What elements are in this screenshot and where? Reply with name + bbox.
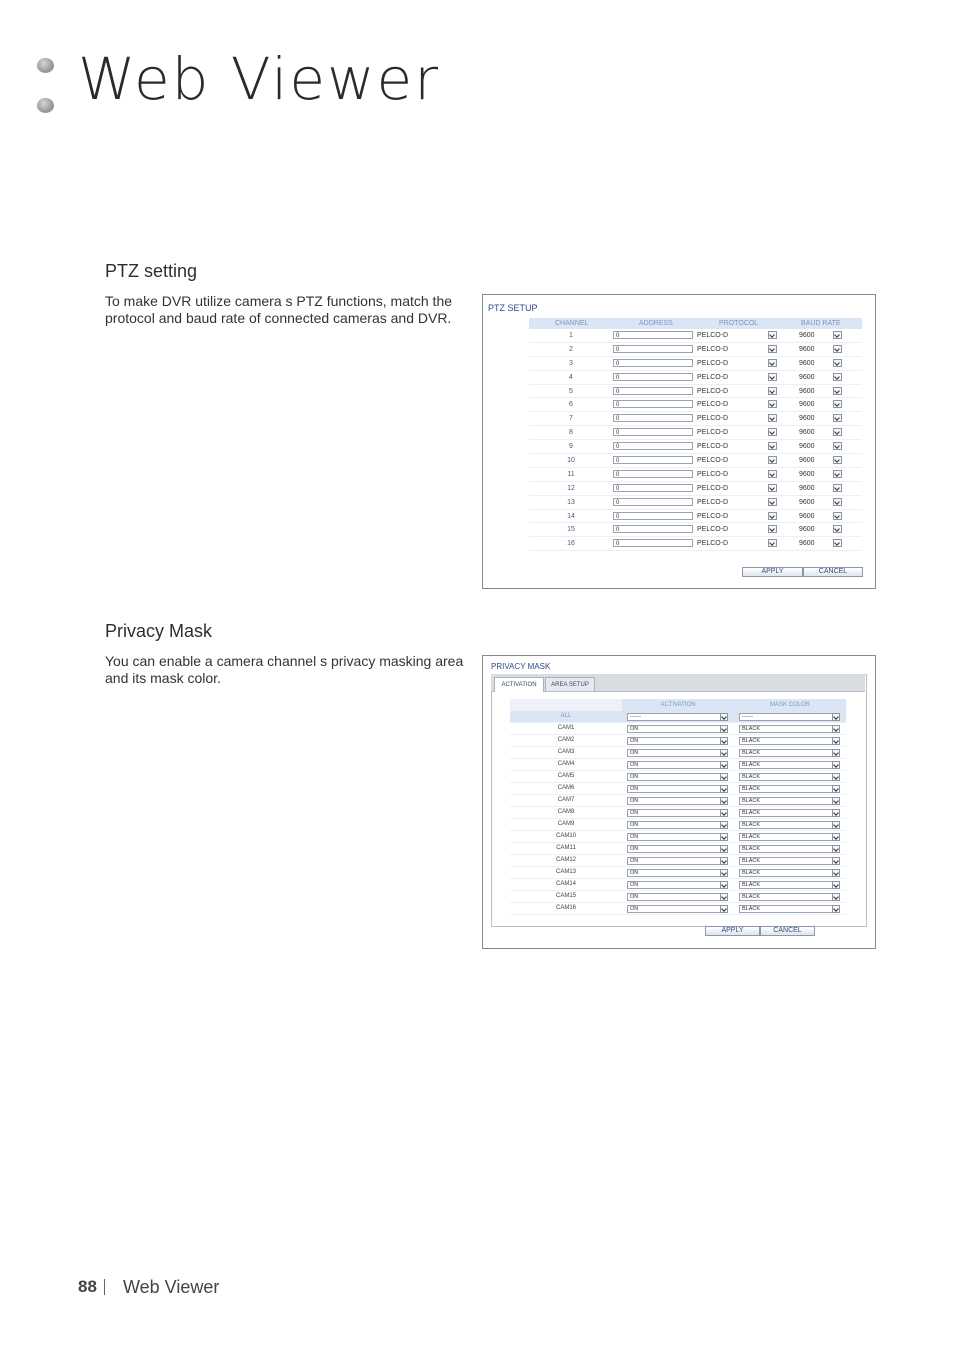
chevron-down-icon[interactable] xyxy=(833,387,842,395)
ptz-address-input[interactable]: 0 xyxy=(613,331,693,339)
ptz-address-input[interactable]: 0 xyxy=(613,414,693,422)
activation-value: ON xyxy=(630,822,639,828)
ptz-protocol-select[interactable]: PELCO-D xyxy=(697,332,729,339)
ptz-channel: 11 xyxy=(567,470,575,478)
ptz-col-protocol: PROTOCOL xyxy=(719,320,759,327)
ptz-protocol-select[interactable]: PELCO-D xyxy=(697,498,729,506)
privacy-row xyxy=(510,807,846,819)
chevron-down-icon[interactable] xyxy=(833,498,842,506)
ptz-baud-select[interactable]: 9600 xyxy=(799,498,815,506)
ptz-address-input[interactable]: 0 xyxy=(613,400,693,408)
chevron-down-icon xyxy=(720,749,728,757)
chevron-down-icon[interactable] xyxy=(833,512,842,520)
activation-select[interactable] xyxy=(627,845,728,853)
chevron-down-icon[interactable] xyxy=(768,442,777,450)
mask-color-select[interactable] xyxy=(739,737,840,745)
activation-select[interactable] xyxy=(627,809,728,817)
mask-color-value: BLACK xyxy=(742,774,761,780)
ptz-row xyxy=(529,343,862,357)
ptz-heading: PTZ setting xyxy=(105,261,198,281)
chevron-down-icon[interactable] xyxy=(833,484,842,492)
ptz-protocol-select[interactable]: PELCO-D xyxy=(697,401,729,409)
chevron-down-icon xyxy=(832,857,840,865)
ptz-protocol-select[interactable]: PELCO-D xyxy=(697,526,729,534)
privacy-row xyxy=(510,879,846,891)
ptz-description: To make DVR utilize camera s PTZ functions, match the protocol and baud rate of connected cameras and DVR. xyxy=(105,293,453,326)
privacy-cam-label: CAM2 xyxy=(557,737,575,743)
ptz-row xyxy=(529,510,862,524)
chevron-down-icon xyxy=(832,869,840,877)
privacy-cam-label: CAM16 xyxy=(555,905,576,911)
all-mask-color-select[interactable] xyxy=(739,713,840,721)
ptz-channel: 12 xyxy=(567,484,575,492)
privacy-row xyxy=(510,723,846,735)
ptz-row xyxy=(529,482,862,496)
ptz-baud-select[interactable]: 9600 xyxy=(799,512,815,520)
chevron-down-icon xyxy=(832,881,840,889)
privacy-row xyxy=(510,735,846,747)
privacy-cancel-button[interactable]: CANCEL xyxy=(760,926,815,936)
ptz-address-input[interactable]: 0 xyxy=(613,484,693,492)
chevron-down-icon xyxy=(720,821,728,829)
privacy-cam-label: CAM5 xyxy=(557,773,575,779)
ptz-baud-select[interactable]: 9600 xyxy=(799,429,815,437)
chevron-down-icon xyxy=(832,809,840,817)
privacy-row xyxy=(510,795,846,807)
mask-color-select[interactable] xyxy=(739,845,840,853)
chevron-down-icon[interactable] xyxy=(833,428,842,436)
activation-value: ON xyxy=(630,774,639,780)
privacy-cam-label: CAM15 xyxy=(555,893,576,899)
mask-color-value: BLACK xyxy=(742,726,761,732)
ptz-baud-select[interactable]: 9600 xyxy=(799,443,815,451)
chevron-down-icon xyxy=(720,893,728,901)
chevron-down-icon[interactable] xyxy=(833,359,842,367)
mask-color-value: BLACK xyxy=(742,798,761,804)
chevron-down-icon[interactable] xyxy=(768,373,777,381)
chevron-down-icon[interactable] xyxy=(833,539,842,547)
chevron-down-icon xyxy=(832,785,840,793)
chevron-down-icon xyxy=(720,773,728,781)
all-activation-select[interactable] xyxy=(627,713,728,721)
chevron-down-icon[interactable] xyxy=(833,525,842,533)
chevron-down-icon[interactable] xyxy=(768,400,777,408)
activation-select[interactable] xyxy=(627,773,728,781)
chevron-down-icon xyxy=(720,857,728,865)
mask-color-select[interactable] xyxy=(739,869,840,877)
ptz-row xyxy=(529,537,862,551)
privacy-description: You can enable a camera channel s privacy masking area and its mask color. xyxy=(105,653,464,686)
privacy-cam-label: CAM1 xyxy=(557,725,575,731)
privacy-col-activation: ACTIVATION xyxy=(622,699,734,711)
ptz-protocol-select[interactable]: PELCO-D xyxy=(697,429,729,437)
ptz-channel: 6 xyxy=(569,401,573,409)
privacy-row xyxy=(510,759,846,771)
ptz-address-input[interactable]: 0 xyxy=(613,359,693,367)
chevron-down-icon[interactable] xyxy=(833,331,842,339)
chevron-down-icon xyxy=(720,785,728,793)
ptz-address-input[interactable]: 0 xyxy=(613,442,693,450)
mask-color-select[interactable] xyxy=(739,821,840,829)
ptz-protocol-select[interactable]: PELCO-D xyxy=(697,415,729,423)
ptz-row xyxy=(529,496,862,510)
mask-color-value: BLACK xyxy=(742,822,761,828)
activation-value: ON xyxy=(630,726,639,732)
chevron-down-icon xyxy=(720,833,728,841)
tab-area-setup[interactable]: AREA SETUP xyxy=(545,677,595,691)
ptz-channel: 10 xyxy=(567,457,575,465)
chevron-down-icon xyxy=(720,905,728,913)
ptz-channel: 4 xyxy=(569,373,573,381)
privacy-rows xyxy=(510,723,846,915)
mask-color-select[interactable] xyxy=(739,797,840,805)
ptz-address-input[interactable]: 0 xyxy=(613,456,693,464)
activation-value: ON xyxy=(630,882,639,888)
chevron-down-icon[interactable] xyxy=(768,345,777,353)
mask-color-value: BLACK xyxy=(742,858,761,864)
ptz-col-channel: CHANNEL xyxy=(555,320,589,327)
mask-color-value: BLACK xyxy=(742,882,761,888)
mask-color-value: BLACK xyxy=(742,906,761,912)
mask-color-select[interactable] xyxy=(739,881,840,889)
title-bullet-bottom-icon xyxy=(37,98,54,113)
ptz-protocol-select[interactable]: PELCO-D xyxy=(697,345,729,353)
ptz-channel: 7 xyxy=(569,415,573,423)
ptz-panel-title: PTZ SETUP xyxy=(488,303,538,313)
ptz-table xyxy=(529,318,862,551)
ptz-baud-select[interactable]: 9600 xyxy=(799,470,815,478)
activation-select[interactable] xyxy=(627,881,728,889)
ptz-baud-select[interactable]: 9600 xyxy=(799,345,815,353)
activation-select[interactable] xyxy=(627,785,728,793)
privacy-row xyxy=(510,771,846,783)
chevron-down-icon[interactable] xyxy=(833,470,842,478)
ptz-channel: 8 xyxy=(569,429,573,437)
chevron-down-icon xyxy=(832,893,840,901)
mask-color-select[interactable] xyxy=(739,785,840,793)
ptz-row xyxy=(529,357,862,371)
activation-select[interactable] xyxy=(627,797,728,805)
activation-value: ON xyxy=(630,798,639,804)
activation-value: ON xyxy=(630,894,639,900)
privacy-row xyxy=(510,867,846,879)
activation-select[interactable] xyxy=(627,737,728,745)
ptz-protocol-select[interactable]: PELCO-D xyxy=(697,540,729,548)
footer-divider xyxy=(104,1279,105,1295)
footer-section-title: Web Viewer xyxy=(123,1277,220,1297)
activation-value: ON xyxy=(630,738,639,744)
ptz-protocol-select[interactable]: PELCO-D xyxy=(697,512,729,520)
ptz-row xyxy=(529,426,862,440)
ptz-baud-select[interactable]: 9600 xyxy=(799,373,815,381)
ptz-baud-select[interactable]: 9600 xyxy=(799,484,815,492)
mask-color-select[interactable] xyxy=(739,761,840,769)
ptz-row xyxy=(529,371,862,385)
mask-color-select[interactable] xyxy=(739,833,840,841)
privacy-all-row xyxy=(510,711,846,723)
privacy-row xyxy=(510,891,846,903)
privacy-row xyxy=(510,831,846,843)
privacy-table xyxy=(510,699,846,915)
ptz-address-input[interactable]: 0 xyxy=(613,387,693,395)
ptz-table-header xyxy=(529,318,862,329)
mask-color-value: BLACK xyxy=(742,786,761,792)
chevron-down-icon[interactable] xyxy=(768,484,777,492)
ptz-address-input[interactable]: 0 xyxy=(613,345,693,353)
privacy-cam-label: CAM8 xyxy=(557,809,575,815)
chevron-down-icon[interactable] xyxy=(833,456,842,464)
ptz-rows xyxy=(529,329,862,551)
chevron-down-icon xyxy=(720,713,728,721)
privacy-row xyxy=(510,843,846,855)
chevron-down-icon[interactable] xyxy=(768,512,777,520)
privacy-row xyxy=(510,747,846,759)
activation-value: ON xyxy=(630,906,639,912)
mask-color-value: BLACK xyxy=(742,750,761,756)
privacy-cam-label: CAM7 xyxy=(557,797,575,803)
chevron-down-icon xyxy=(832,761,840,769)
ptz-channel: 5 xyxy=(569,387,573,395)
chevron-down-icon xyxy=(832,713,840,721)
ptz-row xyxy=(529,412,862,426)
mask-color-select[interactable] xyxy=(739,893,840,901)
activation-select[interactable] xyxy=(627,905,728,913)
chevron-down-icon[interactable] xyxy=(768,470,777,478)
mask-color-value: BLACK xyxy=(742,810,761,816)
privacy-apply-button[interactable]: APPLY xyxy=(705,926,760,936)
privacy-table-header xyxy=(510,699,846,711)
activation-select[interactable] xyxy=(627,869,728,877)
ptz-channel: 2 xyxy=(569,345,573,353)
ptz-baud-select[interactable]: 9600 xyxy=(799,526,815,534)
ptz-address-input[interactable]: 0 xyxy=(613,373,693,381)
chevron-down-icon[interactable] xyxy=(768,498,777,506)
ptz-row xyxy=(529,440,862,454)
chevron-down-icon[interactable] xyxy=(768,414,777,422)
ptz-channel: 14 xyxy=(567,512,575,520)
mask-color-select[interactable] xyxy=(739,905,840,913)
privacy-col-mask-color: MASK COLOR xyxy=(734,699,846,711)
activation-value: ON xyxy=(630,846,639,852)
privacy-cam-label: CAM12 xyxy=(555,857,576,863)
ptz-protocol-select[interactable]: PELCO-D xyxy=(697,443,729,451)
chevron-down-icon[interactable] xyxy=(833,400,842,408)
privacy-cam-label: CAM13 xyxy=(555,869,576,875)
privacy-all-label: ALL xyxy=(560,713,572,719)
ptz-address-input[interactable]: 0 xyxy=(613,525,693,533)
mask-color-value: BLACK xyxy=(742,846,761,852)
chevron-down-icon xyxy=(720,881,728,889)
ptz-address-input[interactable]: 0 xyxy=(613,512,693,520)
ptz-protocol-select[interactable]: PELCO-D xyxy=(697,387,729,395)
ptz-address-input[interactable]: 0 xyxy=(613,539,693,547)
mask-color-select[interactable] xyxy=(739,857,840,865)
ptz-baud-select[interactable]: 9600 xyxy=(799,332,815,339)
ptz-address-input[interactable]: 0 xyxy=(613,498,693,506)
chevron-down-icon xyxy=(832,773,840,781)
activation-select[interactable] xyxy=(627,833,728,841)
ptz-baud-select[interactable]: 9600 xyxy=(799,540,815,548)
ptz-channel: 16 xyxy=(567,540,575,548)
ptz-protocol-select[interactable]: PELCO-D xyxy=(697,359,729,367)
chevron-down-icon xyxy=(720,845,728,853)
title-bullet-top-icon xyxy=(37,58,54,73)
mask-color-select[interactable] xyxy=(739,809,840,817)
ptz-channel: 1 xyxy=(569,332,573,339)
ptz-protocol-select[interactable]: PELCO-D xyxy=(697,373,729,381)
privacy-header-blank xyxy=(510,699,622,711)
ptz-baud-select[interactable]: 9600 xyxy=(799,457,815,465)
page-title: Web Viewer xyxy=(78,45,441,113)
privacy-heading: Privacy Mask xyxy=(105,621,213,641)
chevron-down-icon[interactable] xyxy=(768,331,777,339)
privacy-row xyxy=(510,819,846,831)
ptz-row xyxy=(529,523,862,537)
privacy-cam-label: CAM14 xyxy=(555,881,576,887)
ptz-protocol-select[interactable]: PELCO-D xyxy=(697,484,729,492)
activation-select[interactable] xyxy=(627,821,728,829)
ptz-baud-select[interactable]: 9600 xyxy=(799,387,815,395)
all-mask-color-value: ------ xyxy=(742,714,753,720)
activation-value: ON xyxy=(630,762,639,768)
ptz-channel: 9 xyxy=(569,443,573,451)
chevron-down-icon[interactable] xyxy=(833,414,842,422)
page-number: 88 xyxy=(78,1277,97,1296)
mask-color-value: BLACK xyxy=(742,762,761,768)
mask-color-select[interactable] xyxy=(739,749,840,757)
ptz-channel: 3 xyxy=(569,359,573,367)
chevron-down-icon xyxy=(832,833,840,841)
activation-value: ON xyxy=(630,858,639,864)
ptz-address-input[interactable]: 0 xyxy=(613,428,693,436)
chevron-down-icon xyxy=(720,797,728,805)
activation-select[interactable] xyxy=(627,725,728,733)
chevron-down-icon[interactable] xyxy=(833,442,842,450)
ptz-col-baud-rate: BAUD RATE xyxy=(801,320,841,327)
ptz-row xyxy=(529,398,862,412)
chevron-down-icon[interactable] xyxy=(833,345,842,353)
chevron-down-icon[interactable] xyxy=(833,373,842,381)
mask-color-value: BLACK xyxy=(742,894,761,900)
ptz-apply-button[interactable]: APPLY xyxy=(742,567,803,577)
chevron-down-icon xyxy=(720,737,728,745)
activation-select[interactable] xyxy=(627,749,728,757)
activation-select[interactable] xyxy=(627,857,728,865)
chevron-down-icon xyxy=(832,737,840,745)
privacy-cam-label: CAM3 xyxy=(557,749,575,755)
privacy-row xyxy=(510,855,846,867)
privacy-panel-title: PRIVACY MASK xyxy=(491,662,551,671)
ptz-row xyxy=(529,454,862,468)
mask-color-value: BLACK xyxy=(742,870,761,876)
chevron-down-icon[interactable] xyxy=(768,456,777,464)
chevron-down-icon xyxy=(720,809,728,817)
chevron-down-icon[interactable] xyxy=(768,387,777,395)
activation-select[interactable] xyxy=(627,893,728,901)
ptz-channel: 13 xyxy=(567,498,575,506)
activation-value: ON xyxy=(630,810,639,816)
chevron-down-icon xyxy=(832,749,840,757)
privacy-cam-label: CAM9 xyxy=(557,821,575,827)
chevron-down-icon xyxy=(832,821,840,829)
ptz-address-input[interactable]: 0 xyxy=(613,470,693,478)
chevron-down-icon xyxy=(832,725,840,733)
privacy-row xyxy=(510,903,846,915)
chevron-down-icon xyxy=(832,905,840,913)
chevron-down-icon xyxy=(720,869,728,877)
ptz-row xyxy=(529,329,862,343)
ptz-protocol-select[interactable]: PELCO-D xyxy=(697,457,729,465)
mask-color-select[interactable] xyxy=(739,773,840,781)
ptz-channel: 15 xyxy=(567,526,575,534)
all-activation-value: ------ xyxy=(630,714,641,720)
chevron-down-icon xyxy=(720,725,728,733)
mask-color-select[interactable] xyxy=(739,725,840,733)
ptz-col-address: ADDRESS xyxy=(639,320,673,327)
ptz-baud-select[interactable]: 9600 xyxy=(799,401,815,409)
ptz-row xyxy=(529,468,862,482)
ptz-cancel-button[interactable]: CANCEL xyxy=(803,567,863,577)
ptz-protocol-select[interactable]: PELCO-D xyxy=(697,470,729,478)
privacy-cam-label: CAM10 xyxy=(555,833,576,839)
chevron-down-icon[interactable] xyxy=(768,525,777,533)
ptz-baud-select[interactable]: 9600 xyxy=(799,415,815,423)
ptz-baud-select[interactable]: 9600 xyxy=(799,359,815,367)
chevron-down-icon[interactable] xyxy=(768,428,777,436)
activation-value: ON xyxy=(630,750,639,756)
privacy-row xyxy=(510,783,846,795)
mask-color-value: BLACK xyxy=(742,738,761,744)
chevron-down-icon xyxy=(832,845,840,853)
activation-value: ON xyxy=(630,786,639,792)
ptz-row xyxy=(529,385,862,399)
chevron-down-icon xyxy=(832,797,840,805)
tab-activation[interactable]: ACTIVATION xyxy=(494,677,544,692)
chevron-down-icon xyxy=(720,761,728,769)
chevron-down-icon[interactable] xyxy=(768,359,777,367)
privacy-cam-label: CAM6 xyxy=(557,785,575,791)
mask-color-value: BLACK xyxy=(742,834,761,840)
privacy-cam-label: CAM11 xyxy=(556,845,576,851)
activation-select[interactable] xyxy=(627,761,728,769)
privacy-cam-label: CAM4 xyxy=(557,761,575,767)
activation-value: ON xyxy=(630,870,639,876)
chevron-down-icon[interactable] xyxy=(768,539,777,547)
activation-value: ON xyxy=(630,834,639,840)
